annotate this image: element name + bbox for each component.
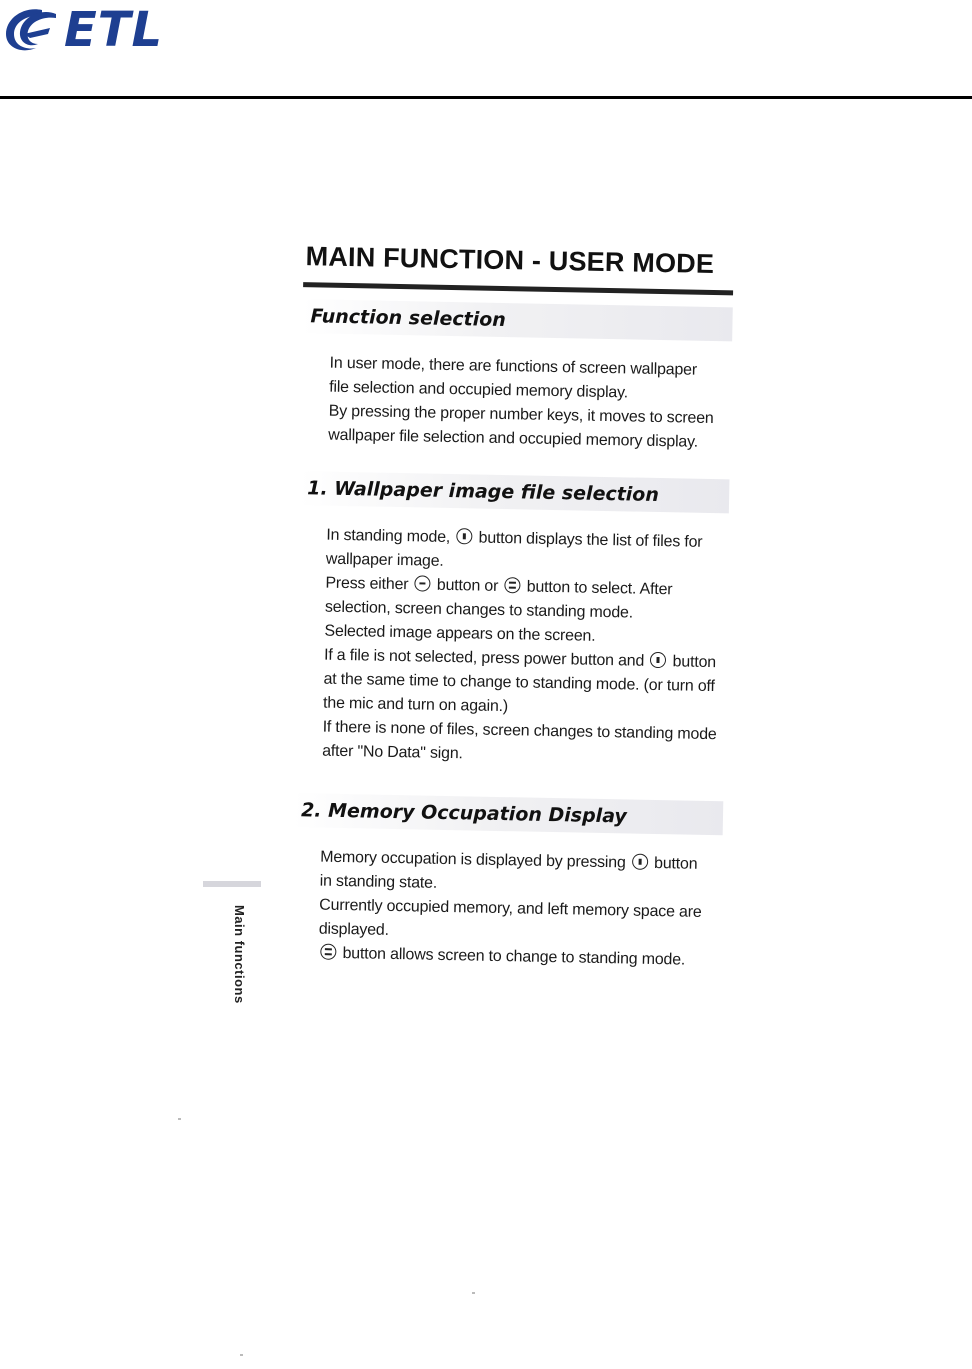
text-fragment: button allows screen to change to standing mode. bbox=[342, 945, 686, 969]
header-divider bbox=[0, 96, 972, 99]
scan-speck bbox=[472, 1292, 475, 1294]
text-line: If there is none of files, screen changes to standing mode bbox=[322, 718, 717, 744]
text-fragment: If a file is not selected, press power button and bbox=[323, 646, 645, 670]
logo-text: ETL bbox=[64, 2, 164, 58]
text-fragment: In standing mode, bbox=[326, 526, 451, 547]
text-line: displayed. bbox=[318, 920, 389, 939]
text-line: selection, screen changes to standing mode. bbox=[324, 598, 634, 622]
side-label bbox=[232, 905, 262, 1025]
etl-swirl-icon bbox=[2, 4, 62, 56]
up-button-icon bbox=[456, 528, 472, 544]
scan-speck bbox=[240, 1354, 243, 1356]
function-selection-text bbox=[328, 352, 730, 456]
intro-line: file selection and occupied memory display. bbox=[329, 378, 629, 402]
menu-button-icon bbox=[320, 944, 336, 960]
memory-section-heading: 2. Memory Occupation Display bbox=[293, 793, 724, 835]
intro-line: In user mode, there are functions of screen wallpaper bbox=[329, 354, 698, 379]
text-line: at the same time to change to standing mode. (or turn off bbox=[323, 670, 715, 696]
text-line: after "No Data" sign. bbox=[322, 742, 463, 763]
page-title: MAIN FUNCTION - USER MODE bbox=[305, 241, 715, 280]
intro-line: By pressing the proper number keys, it moves to screen bbox=[328, 402, 714, 428]
text-line: Currently occupied memory, and left memory space are bbox=[319, 896, 702, 921]
side-label-text: Main functions bbox=[232, 905, 247, 1004]
text-fragment: button bbox=[653, 854, 698, 873]
company-logo bbox=[2, 4, 163, 56]
text-line: the mic and turn on again.) bbox=[322, 694, 509, 716]
text-fragment: button bbox=[672, 653, 717, 672]
side-tab-marker bbox=[203, 881, 261, 887]
text-fragment: button or bbox=[436, 576, 499, 595]
text-line: wallpaper image. bbox=[325, 550, 444, 570]
wallpaper-section-heading: 1. Wallpaper image file selection bbox=[299, 471, 730, 513]
memory-section-text bbox=[318, 846, 720, 974]
text-line: Selected image appears on the screen. bbox=[324, 622, 596, 645]
intro-line: wallpaper file selection and occupied memory display. bbox=[328, 426, 699, 451]
text-fragment: Memory occupation is displayed by pressing bbox=[319, 848, 626, 872]
menu-button-icon bbox=[504, 577, 520, 593]
text-line: in standing state. bbox=[319, 872, 438, 892]
left-button-icon bbox=[414, 575, 430, 591]
function-selection-heading: Function selection bbox=[302, 299, 733, 341]
title-underline bbox=[303, 282, 733, 295]
scan-speck bbox=[178, 1118, 181, 1120]
down-button-icon bbox=[650, 652, 666, 668]
manual-page bbox=[282, 240, 736, 973]
text-fragment: Press either bbox=[325, 574, 409, 594]
text-fragment: button displays the list of files for bbox=[478, 529, 703, 551]
wallpaper-section-text bbox=[322, 524, 727, 772]
text-fragment: button to select. After bbox=[526, 578, 673, 599]
memory-button-icon bbox=[632, 854, 648, 870]
